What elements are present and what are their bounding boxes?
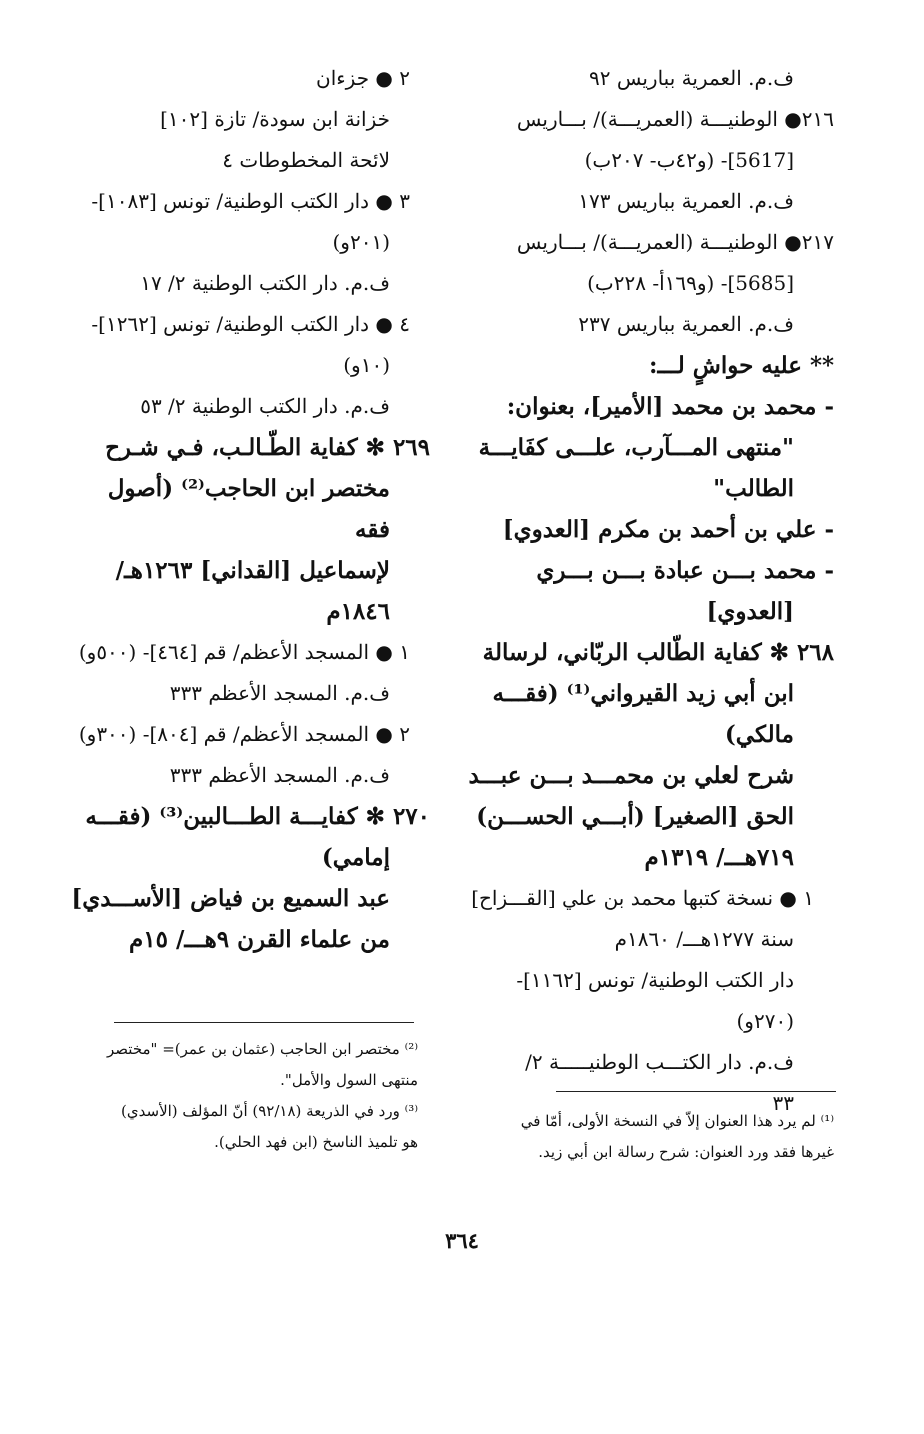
footnotes-left xyxy=(72,1034,418,1158)
left-column-line: ف.م. دار الكتب الوطنية ٢/ ٥٣ xyxy=(140,394,390,418)
right-column-line: [5617]- (و٤٢ب- ٢٠٧ب) xyxy=(584,148,794,172)
page-number: ٣٦٤ xyxy=(445,1228,479,1253)
right-column-line: (٢٧٠و) xyxy=(736,1009,794,1033)
left-column-line: ٣ ● دار الكتب الوطنية/ تونس [١٠٨٣]- xyxy=(91,189,410,213)
right-column-line: ابن أبي زيد القيرواني⁽¹⁾ (فقـــه xyxy=(492,680,794,707)
right-column-line: شرح لعلي بن محمـــد بـــن عبـــد xyxy=(468,762,794,789)
left-column-line: ف.م. دار الكتب الوطنية ٢/ ١٧ xyxy=(140,271,390,295)
left-column-line: عبد السميع بن فياض [الأســـدي] xyxy=(71,885,390,912)
right-column-line: ف.م. العمرية بباريس ١٧٣ xyxy=(578,189,794,213)
right-column-line: ** عليه حواشٍ لـــ: xyxy=(649,352,834,379)
right-column-line: ١ ● نسخة كتبها محمد بن علي [القـــزاح] xyxy=(471,886,814,910)
right-column-line: - محمد بـــن عبادة بـــن بـــري xyxy=(536,557,834,584)
left-column-line: إمامي) xyxy=(321,844,390,871)
right-column-line: [العدوي] xyxy=(706,598,794,625)
right-column-line: ٧١٩هـــ/ ١٣١٩م xyxy=(644,844,794,871)
footnote-1-line-1: ⁽¹⁾ لم يرد هذا العنوان إلاّ في النسخة الأولى، أمّا في xyxy=(520,1112,834,1130)
left-column-line: ٢٧٠ ✻ كفايـــة الطـــالبين⁽³⁾ (فقـــه xyxy=(85,803,430,830)
right-column-line: ٣٣ xyxy=(772,1091,794,1115)
right-column-line: ف.م. العمرية بباريس ٩٢ xyxy=(589,66,794,90)
right-column-line: [5685]- (و١٦٩أ- ٢٢٨ب) xyxy=(587,271,794,295)
right-column-line: ف.م. دار الكتـــب الوطنيـــــة ٢/ xyxy=(525,1050,794,1074)
footnote-2-line-2: منتهى السول والأمل". xyxy=(280,1071,418,1089)
left-column-line: ١ ● المسجد الأعظم/ قم [٤٦٤]- (٥٠٠و) xyxy=(78,640,410,664)
left-column-line: فقه xyxy=(355,516,390,543)
left-column-line: ف.م. المسجد الأعظم ٣٣٣ xyxy=(169,681,390,705)
left-column-line: ١٨٤٦م xyxy=(326,598,390,625)
footnote-3-line-2: هو تلميذ الناسخ (ابن فهد الحلي). xyxy=(214,1133,418,1151)
left-column-line: ٢ ● المسجد الأعظم/ قم [٨٠٤]- (٣٠٠و) xyxy=(78,722,410,746)
right-column-line: ٢١٧● الوطنيـــة (العمريـــة)/ بـــاريس xyxy=(516,230,834,254)
right-column-line: سنة ١٢٧٧هـــ/ ١٨٦٠م xyxy=(614,927,794,951)
footnote-rule-right xyxy=(556,1091,836,1092)
left-column-line: لإسماعيل [القداني] ١٢٦٣هـ/ xyxy=(115,557,390,584)
footnote-1-line-2: غيرها فقد ورد العنوان: شرح رسالة ابن أبي زيد. xyxy=(538,1143,834,1161)
right-column xyxy=(462,58,834,1124)
left-column-line: مختصر ابن الحاجب⁽²⁾ (أصول xyxy=(107,475,390,502)
right-column-line: ٢٦٨ ✻ كفاية الطّالب الربّاني، لرسالة xyxy=(482,639,834,666)
right-column-line: دار الكتب الوطنية/ تونس [١١٦٢]- xyxy=(516,968,794,992)
footnote-2-line-1: ⁽²⁾ مختصر ابن الحاجب (عثمان بن عمر)= "مختصر xyxy=(107,1040,418,1058)
left-column-line: خزانة ابن سودة/ تازة [١٠٢] xyxy=(160,107,390,131)
left-column-line: من علماء القرن ٩هـــ/ ١٥م xyxy=(128,926,390,953)
footnote-3-line-1: ⁽³⁾ ورد في الذريعة (٩٢/١٨) أنّ المؤلف (الأسدي) xyxy=(121,1102,418,1120)
right-column-line: - محمد بن محمد [الأمير]، بعنوان: xyxy=(506,393,834,420)
left-column-line: (١٠و) xyxy=(343,353,390,377)
right-column-line: "منتهى المـــآرب، علـــى كفَايـــة xyxy=(478,434,794,461)
right-column-line: مالكي) xyxy=(724,721,794,748)
right-column-line: ف.م. العمرية بباريس ٢٣٧ xyxy=(578,312,794,336)
left-column-line: (٢٠١و) xyxy=(332,230,390,254)
right-column-line: - علي بن أحمد بن مكرم [العدوي] xyxy=(502,516,834,543)
left-column-line: ف.م. المسجد الأعظم ٣٣٣ xyxy=(169,763,390,787)
left-column-line: ٤ ● دار الكتب الوطنية/ تونس [١٢٦٢]- xyxy=(91,312,410,336)
footnote-rule-left xyxy=(114,1022,414,1023)
right-column-line: ٢١٦● الوطنيـــة (العمريـــة)/ بـــاريس xyxy=(516,107,834,131)
right-column-line: الحق [الصغير] (أبـــي الحســـن) xyxy=(476,803,794,830)
left-column-line: لائحة المخطوطات ٤ xyxy=(222,148,390,172)
left-column-line: ٢ ● جزءان xyxy=(316,66,410,90)
right-column-line: الطالب" xyxy=(713,475,794,502)
left-column-line: ٢٦٩ ✻ كفاية الطّـالـب، فـي شـرح xyxy=(105,434,430,461)
left-column xyxy=(70,58,430,960)
footnotes-right xyxy=(462,1106,834,1168)
